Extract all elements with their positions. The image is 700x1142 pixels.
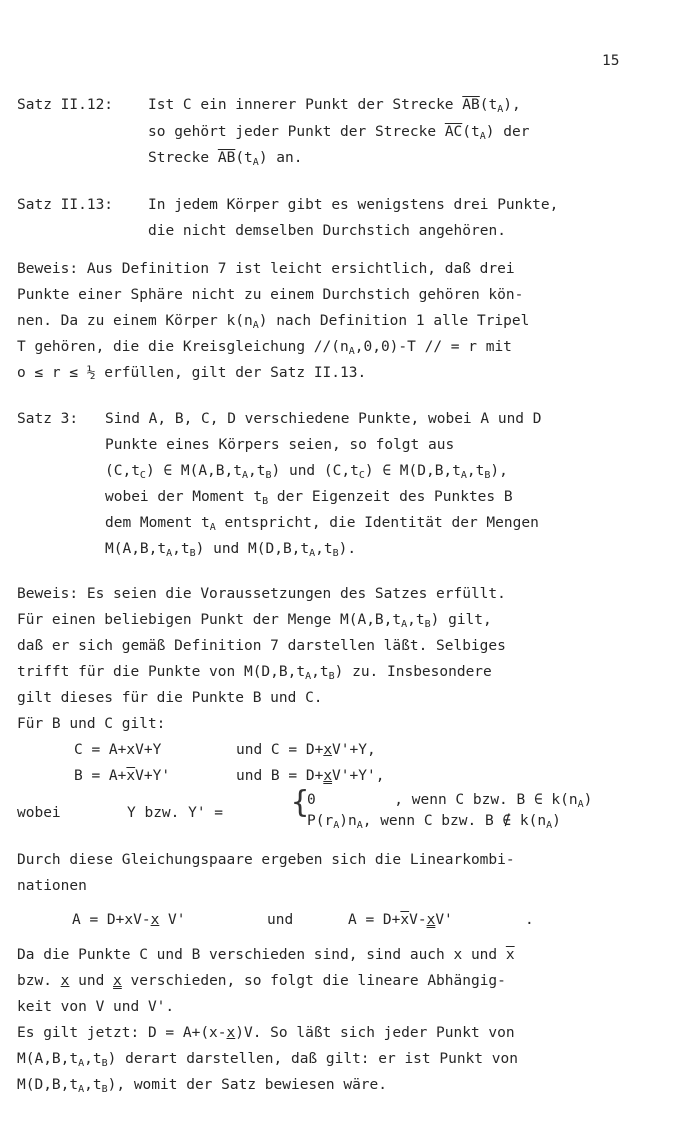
case-2: $P(r_A)n_A$, wenn C bzw. B ∉ $k(n_A)$ [307,813,561,831]
lin-line1: Durch diese Gleichungspaare ergeben sich die Linearkombi- [17,852,515,868]
y-definition-label: Y bzw. Y' = [127,805,224,821]
satz-3-line1: Sind A, B, C, D verschiedene Punkte, wobei A und D [105,411,542,427]
satz-3-line5: dem Moment $t_A$ entspricht, die Identität der Mengen [105,515,539,533]
beweis1-line2: Punkte einer Sphäre nicht zu einem Durchstich gehören kön- [17,287,524,303]
satz-3-line4: wobei der Moment $t_B$ der Eigenzeit des Punktes B [105,489,513,507]
satz-3-line6: $M(A,B,t_A,t_B)$ und $M(D,B,t_A,t_B)$. [105,541,357,559]
final-line3: keit von V und V'. [17,999,175,1015]
beweis2-line4: trifft für die Punkte von $M(D,B,t_A,t_B)$ zu. Insbesondere [17,664,492,682]
satz-2-13-label: Satz II.13: [17,197,114,213]
beweis2-line3: daß er sich gemäß Definition 7 darstellen läßt. Selbiges [17,638,506,654]
equation-c-right: und C = D+xV'+Y, [236,742,376,758]
case-brace: { [291,785,310,820]
equation-b-right: und B = D+xV'+Y', [236,768,385,784]
case-1: 0 , wenn C bzw. B ∈ $k(n_A)$ [307,792,593,810]
satz-3-line3: $(C,t_C)$ ∈ $M(A,B,t_A,t_B)$ und $(C,t_C)$ ∈ $M(D,B,t_A,t_B)$, [105,463,508,481]
beweis1-line3: nen. Da zu einem Körper $k(n_A)$ nach Definition 1 alle Tripel [17,313,530,331]
satz-2-12-line3: Strecke $\overline{AB}(t_A)$ an. [148,150,303,168]
beweis1-line5: o ≤ r ≤ ½ erfüllen, gilt der Satz II.13. [17,365,367,381]
page-number: 15 [602,53,620,69]
beweis2-line5: gilt dieses für die Punkte B und C. [17,690,323,706]
wobei-label: wobei [17,805,61,821]
satz-2-13-line2: die nicht demselben Durchstich angehören. [148,223,506,239]
satz-2-13-line1: In jedem Körper gibt es wenigstens drei Punkte, [148,197,559,213]
satz-2-12-line1: Ist C ein innerer Punkt der Strecke $\overline{AB}(t_A)$, [148,97,521,115]
lin-line2: nationen [17,878,87,894]
satz-3-line2: Punkte eines Körpers seien, so folgt aus [105,437,455,453]
final-line6: $M(D,B,t_A,t_B)$, womit der Satz bewiesen wäre. [17,1077,387,1095]
final-line2: bzw. x und x verschieden, so folgt die lineare Abhängig- [17,973,506,989]
satz-2-12-label: Satz II.12: [17,97,114,113]
satz-2-12-line2: so gehört jeder Punkt der Strecke $\overline{AC}(t_A)$ der [148,124,530,142]
beweis2-line6: Für B und C gilt: [17,716,166,732]
final-line1: Da die Punkte C und B verschieden sind, sind auch x und $\overline{x}$ [17,947,515,963]
equation-c-left: C = A+xV+Y [74,742,162,758]
lin-equation-b: $A = D+\overline{x}V-xV'$ [348,912,453,928]
beweis1-line4: T gehören, die die Kreisgleichung $//(n_A,0,0)-T$ // = r mit [17,339,512,357]
beweis2-line1: Beweis: Es seien die Voraussetzungen des Satzes erfüllt. [17,586,506,602]
final-line4: Es gilt jetzt: D = A+(x-x)V. So läßt sich jeder Punkt von [17,1025,515,1041]
lin-dot: . [525,912,534,928]
beweis1-line1: Beweis: Aus Definition 7 ist leicht ersichtlich, daß drei [17,261,515,277]
equation-b-left: $B = A+\overline{x}V+Y'$ [74,768,171,784]
lin-equation-a: A = D+xV-x V' [72,912,186,928]
satz-3-label: Satz 3: [17,411,79,427]
beweis2-line2: Für einen beliebigen Punkt der Menge $M(A,B,t_A,t_B)$ gilt, [17,612,492,630]
final-line5: $M(A,B,t_A,t_B)$ derart darstellen, daß gilt: er ist Punkt von [17,1051,518,1069]
lin-und: und [267,912,294,928]
